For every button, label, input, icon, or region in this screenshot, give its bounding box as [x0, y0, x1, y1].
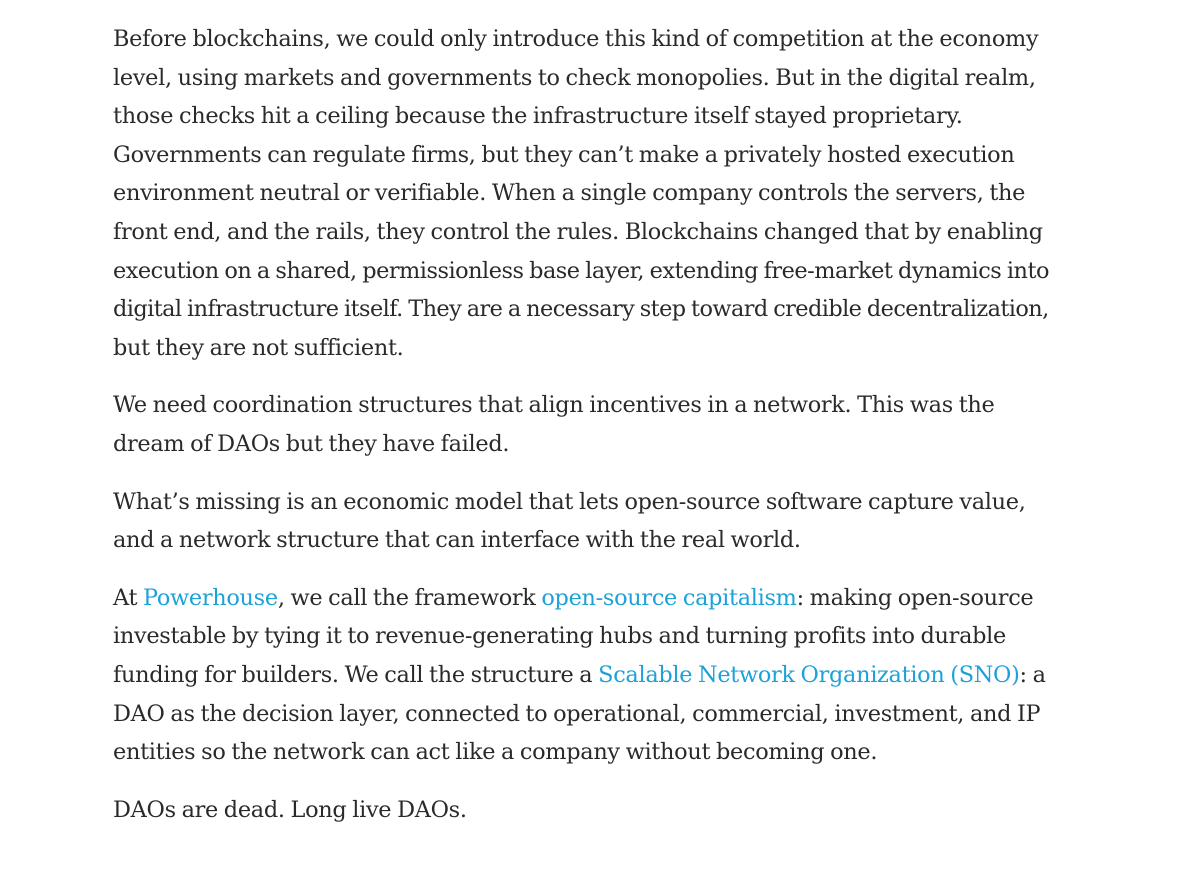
text-fragment: funding for builders. We call the structure a: [113, 661, 599, 688]
text-line: digital infrastructure itself. They are a necessary step toward credible decentralization,: [113, 296, 1049, 323]
paragraph-missing: [113, 483, 1053, 560]
paragraph-blockchains: [113, 20, 1053, 367]
text-line: We need coordination structures that align incentives in a network. This was the: [113, 392, 995, 419]
text-line: environment neutral or verifiable. When a single company controls the servers, the: [113, 180, 1026, 207]
text-line: DAOs are dead. Long live DAOs.: [113, 796, 467, 823]
paragraph-closing: [113, 791, 1053, 830]
text-line: Governments can regulate firms, but they can’t make a privately hosted execution: [113, 141, 1015, 168]
text-line: DAO as the decision layer, connected to operational, commercial, investment, and IP: [113, 700, 1041, 727]
text-line: [113, 656, 1053, 695]
paragraph-powerhouse: [113, 579, 1053, 772]
text-line: execution on a shared, permissionless base layer, extending free-market dynamics into: [113, 257, 1049, 284]
article-body: [113, 20, 1053, 848]
sno-link[interactable]: Scalable Network Organization (SNO): [598, 661, 1020, 688]
text-line: and a network structure that can interface with the real world.: [113, 527, 801, 554]
text-line: front end, and the rails, they control the rules. Blockchains changed that by enabling: [113, 218, 1043, 245]
text-line: those checks hit a ceiling because the infrastructure itself stayed proprietary.: [113, 103, 963, 130]
text-line: Before blockchains, we could only introduce this kind of competition at the economy: [113, 26, 1039, 52]
text-line: entities so the network can act like a company without becoming one.: [113, 739, 878, 766]
text-fragment: : a: [1019, 661, 1046, 688]
text-line: [113, 579, 1053, 618]
paragraph-coordination: [113, 386, 1053, 463]
text-fragment: , we call the framework: [277, 584, 542, 611]
text-line: but they are not sufficient.: [113, 334, 404, 361]
text-line: level, using markets and governments to check monopolies. But in the digital realm,: [113, 64, 1036, 91]
text-line: investable by tying it to revenue-generating hubs and turning profits into durable: [113, 623, 1006, 650]
text-line: What’s missing is an economic model that lets open-source software capture value,: [113, 488, 1026, 515]
text-fragment: At: [113, 584, 143, 611]
text-fragment: : making open-source: [796, 584, 1034, 611]
powerhouse-link[interactable]: Powerhouse: [143, 584, 278, 611]
open-source-capitalism-link[interactable]: open-source capitalism: [541, 584, 797, 611]
text-line: dream of DAOs but they have failed.: [113, 430, 510, 457]
